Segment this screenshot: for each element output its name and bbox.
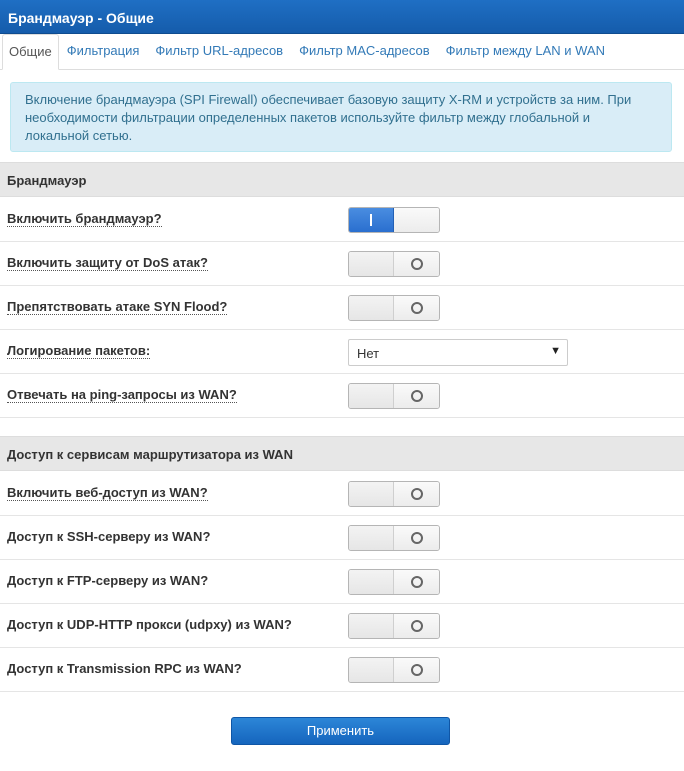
- toggle-off-side: [394, 208, 439, 232]
- row-packet-logging: [0, 330, 684, 374]
- toggle-on-side: [349, 570, 394, 594]
- off-circle-icon: [411, 576, 423, 588]
- ssh-wan-toggle[interactable]: [348, 525, 440, 551]
- udpxy-wan-label: Доступ к UDP-HTTP прокси (udpxy) из WAN?: [7, 617, 292, 632]
- toggle-on-side: [349, 252, 394, 276]
- info-alert: Включение брандмауэра (SPI Firewall) обеспечивает базовую защиту X-RM и устройств за ним. При необходимости фильтрации определенных пакетов используйте фильтр между глобальной и локальной сетью.: [10, 82, 672, 152]
- tab-lan-wan-filter[interactable]: Фильтр между LAN и WAN: [445, 43, 605, 58]
- ftp-wan-label: Доступ к FTP-серверу из WAN?: [7, 573, 209, 588]
- packet-logging-label: Логирование пакетов:: [7, 343, 151, 358]
- syn-flood-label: Препятствовать атаке SYN Flood?: [7, 299, 228, 314]
- off-circle-icon: [411, 664, 423, 676]
- web-access-wan-label: Включить веб-доступ из WAN?: [7, 485, 208, 500]
- row-ssh-wan: [0, 516, 684, 560]
- toggle-off-side: [394, 614, 439, 638]
- toggle-on-side: [349, 658, 394, 682]
- off-circle-icon: [411, 390, 423, 402]
- ssh-wan-label: Доступ к SSH-серверу из WAN?: [7, 529, 211, 544]
- off-circle-icon: [411, 258, 423, 270]
- toggle-on-side: [349, 614, 394, 638]
- row-enable-firewall: [0, 198, 684, 242]
- toggle-on-side: [349, 526, 394, 550]
- toggle-off-side: [394, 482, 439, 506]
- packet-logging-value: Нет: [357, 346, 380, 361]
- packet-logging-select[interactable]: [348, 339, 568, 366]
- web-access-wan-toggle[interactable]: [348, 481, 440, 507]
- toggle-off-side: [394, 658, 439, 682]
- row-dos-protection: [0, 242, 684, 286]
- row-syn-flood: [0, 286, 684, 330]
- tab-mac-filter[interactable]: Фильтр MAC-адресов: [299, 43, 430, 58]
- row-ftp-wan: [0, 560, 684, 604]
- off-circle-icon: [411, 620, 423, 632]
- tab-general[interactable]: Общие: [2, 34, 59, 70]
- row-ping-wan: [0, 374, 684, 418]
- toggle-off-side: [394, 526, 439, 550]
- caret-down-icon: ▼: [550, 345, 561, 357]
- tab-filtering[interactable]: Фильтрация: [66, 43, 140, 58]
- section-header-firewall: Брандмауэр: [0, 162, 684, 197]
- enable-firewall-toggle[interactable]: [348, 207, 440, 233]
- udpxy-wan-toggle[interactable]: [348, 613, 440, 639]
- main-content: [0, 70, 684, 771]
- row-transmission-wan: [0, 648, 684, 692]
- toggle-on-side: [349, 296, 394, 320]
- ftp-wan-toggle[interactable]: [348, 569, 440, 595]
- off-circle-icon: [411, 532, 423, 544]
- transmission-wan-label: Доступ к Transmission RPC из WAN?: [7, 661, 242, 676]
- apply-button[interactable]: Применить: [231, 717, 450, 745]
- on-bar-icon: [370, 214, 372, 226]
- syn-flood-toggle[interactable]: [348, 295, 440, 321]
- off-circle-icon: [411, 302, 423, 314]
- toggle-on-side: [349, 384, 394, 408]
- toggle-off-side: [394, 252, 439, 276]
- row-udpxy-wan: [0, 604, 684, 648]
- toggle-off-side: [394, 296, 439, 320]
- enable-firewall-label: Включить брандмауэр?: [7, 211, 162, 226]
- ping-wan-label: Отвечать на ping-запросы из WAN?: [7, 387, 237, 402]
- ping-wan-toggle[interactable]: [348, 383, 440, 409]
- toggle-on-side: [349, 208, 394, 232]
- tab-bar: [0, 34, 684, 70]
- toggle-off-side: [394, 384, 439, 408]
- off-circle-icon: [411, 488, 423, 500]
- tab-url-filter[interactable]: Фильтр URL-адресов: [155, 43, 284, 58]
- row-web-access-wan: [0, 472, 684, 516]
- toggle-off-side: [394, 570, 439, 594]
- window-title: Брандмауэр - Общие: [0, 0, 684, 34]
- toggle-on-side: [349, 482, 394, 506]
- dos-protection-label: Включить защиту от DoS атак?: [7, 255, 208, 270]
- dos-protection-toggle[interactable]: [348, 251, 440, 277]
- section-header-wan-access: Доступ к сервисам маршрутизатора из WAN: [0, 436, 684, 471]
- transmission-wan-toggle[interactable]: [348, 657, 440, 683]
